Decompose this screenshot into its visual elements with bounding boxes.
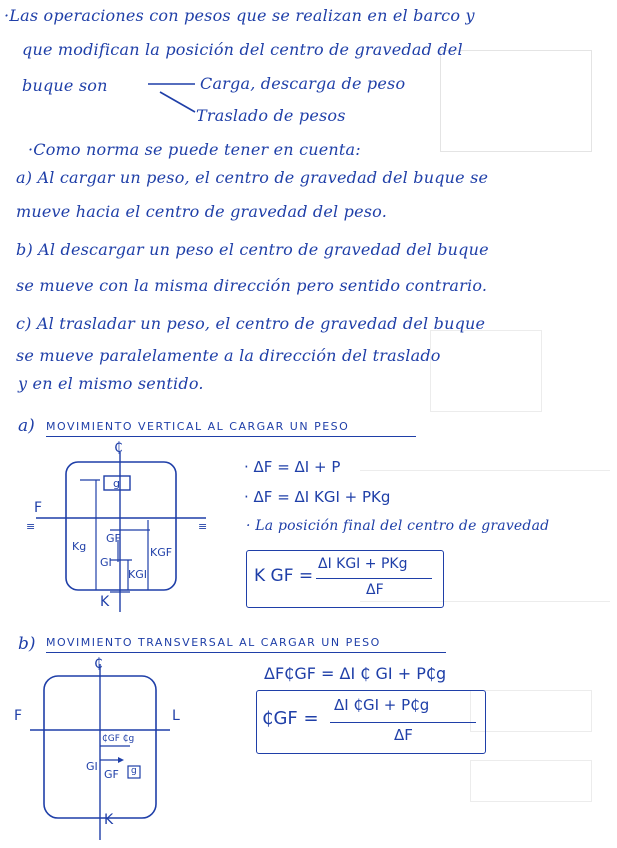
- intro-line-1: ·Las operaciones con pesos que se realizan en el barco y: [4, 6, 475, 25]
- centerline-label-b: ₵: [94, 656, 103, 672]
- gi-label-a: GI: [100, 556, 112, 569]
- section-b-title: MOVIMIENTO TRANSVERSAL AL CARGAR UN PESO: [46, 636, 381, 649]
- formula-displacement: · ΔF = ΔI + P: [244, 458, 341, 476]
- section-a-prefix: a): [18, 416, 35, 436]
- intro-line-2: que modifican la posición del centro de gravedad del: [22, 40, 463, 59]
- centerline-label-a: ₵: [114, 440, 123, 456]
- boxed-kgf-denominator: ΔF: [366, 582, 384, 598]
- f-label-a: F: [34, 500, 43, 516]
- boxed-kgf-numerator: ΔI KGI + PKg: [318, 556, 408, 572]
- branch-transfer: Traslado de pesos: [196, 106, 346, 125]
- weight-g-label: g: [113, 477, 120, 490]
- formula-moments-vertical: · ΔF = ΔI KGI + PKg: [244, 488, 391, 506]
- kgi-label: KGI: [128, 568, 147, 581]
- boxed-kgf-lhs: K GF =: [254, 566, 314, 586]
- k-label-b: K: [104, 812, 114, 828]
- rule-b-line-1: b) Al descargar un peso el centro de gravedad del buque: [16, 240, 489, 259]
- section-a-title: MOVIMIENTO VERTICAL AL CARGAR UN PESO: [46, 420, 350, 433]
- kg-label: Kg: [72, 540, 87, 553]
- l-label-b: L: [172, 708, 180, 724]
- boxed-clgf-numerator: ΔI ₵GI + P₵g: [334, 696, 430, 714]
- gf-label-a: GF: [106, 532, 121, 545]
- intro-line-3: buque son: [22, 76, 108, 95]
- f-label-b: F: [14, 708, 23, 724]
- k-label-a: K: [100, 594, 110, 610]
- section-b-prefix: b): [18, 634, 36, 654]
- cl-gf-g-label: ₵GF ₵g: [102, 734, 135, 744]
- kgf-label: KGF: [150, 546, 173, 559]
- formula-moments-transverse: ΔF₵GF = ΔI ₵ GI + P₵g: [264, 664, 447, 683]
- gf-label-b: GF: [104, 768, 119, 781]
- gi-label-b: GI: [86, 760, 98, 773]
- rule-a-line-1: a) Al cargar un peso, el centro de gravedad del buque se: [16, 168, 489, 187]
- rule-b-line-2: se mueve con la misma dirección pero sentido contrario.: [16, 276, 488, 295]
- rules-intro: ·Como norma se puede tener en cuenta:: [28, 140, 361, 159]
- rule-c-line-3: y en el mismo sentido.: [18, 374, 204, 393]
- rule-a-line-2: mueve hacia el centro de gravedad del peso.: [16, 202, 388, 221]
- branch-load-unload: Carga, descarga de peso: [200, 74, 406, 93]
- final-position-text: · La posición final del centro de gravedad: [246, 518, 550, 534]
- waterline-mark-right: ≡: [198, 520, 208, 533]
- boxed-clgf-fraction-bar: [330, 722, 476, 723]
- rule-c-line-1: c) Al trasladar un peso, el centro de gravedad del buque: [16, 314, 486, 333]
- waterline-mark-left: ≡: [26, 520, 36, 533]
- boxed-clgf-lhs: ₵GF =: [262, 708, 319, 729]
- boxed-clgf-denominator: ΔF: [394, 726, 413, 744]
- rule-c-line-2: se mueve paralelamente a la dirección del traslado: [16, 346, 441, 365]
- weight-g-label-b: g: [131, 766, 137, 776]
